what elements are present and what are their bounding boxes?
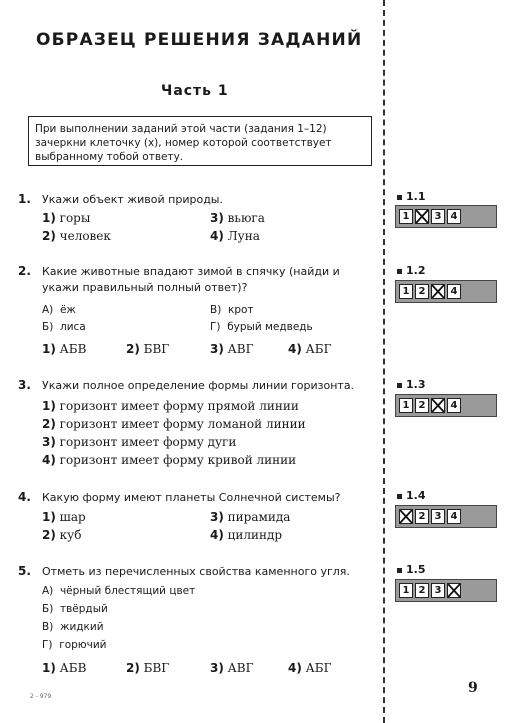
answer-cell[interactable]: 1	[399, 583, 413, 598]
answer-box	[395, 394, 497, 417]
answer-box-label: 1.4	[397, 489, 426, 502]
sub-option: Б) твёрдый	[42, 603, 108, 615]
answer-cell[interactable]	[415, 209, 429, 224]
answer-option[interactable]: 1) шар	[42, 510, 86, 524]
sub-option: В) жидкий	[42, 621, 104, 633]
answer-option[interactable]: 3) АВГ	[210, 342, 254, 356]
answer-option[interactable]: 1) АБВ	[42, 661, 87, 675]
answer-option[interactable]: 2) БВГ	[126, 342, 170, 356]
question-number: 3.	[18, 378, 31, 392]
sub-option: А) ёж	[42, 304, 76, 316]
answer-cell[interactable]	[399, 509, 413, 524]
cut-line-divider	[383, 0, 385, 723]
question-text: укажи правильный полный ответ)?	[42, 281, 248, 294]
answer-option[interactable]: 4) горизонт имеет форму кривой линии	[42, 453, 297, 467]
question-number: 2.	[18, 264, 31, 278]
instruction-line: При выполнении заданий этой части (задания 1–12)	[35, 123, 327, 135]
instruction-line: зачеркни клеточку (х), номер которой соответствует	[35, 137, 332, 149]
sub-option: А) чёрный блестящий цвет	[42, 585, 196, 597]
answer-box-label: 1.5	[397, 563, 426, 576]
answer-cell[interactable]	[431, 398, 445, 413]
answer-cell[interactable]: 4	[447, 509, 461, 524]
answer-box	[395, 280, 497, 303]
answer-cell[interactable]: 1	[399, 398, 413, 413]
question-number: 5.	[18, 564, 31, 578]
answer-box	[395, 579, 497, 602]
answer-option[interactable]: 2) куб	[42, 528, 82, 542]
sub-option: Г) горючий	[42, 639, 107, 651]
answer-cell[interactable]: 3	[431, 583, 445, 598]
answer-cell[interactable]: 3	[431, 509, 445, 524]
question-text: Укажи объект живой природы.	[42, 193, 223, 206]
answer-box-label: 1.3	[397, 378, 426, 391]
instruction-line: выбранному тобой ответу.	[35, 151, 184, 163]
answer-option[interactable]: 4) АБГ	[288, 342, 332, 356]
answer-option[interactable]: 1) горизонт имеет форму прямой линии	[42, 399, 299, 413]
answer-cell[interactable]: 4	[447, 398, 461, 413]
question-text: Отметь из перечисленных свойства каменного угля.	[42, 565, 350, 578]
answer-box	[395, 505, 497, 528]
sub-option: Б) лиса	[42, 321, 86, 333]
answer-option[interactable]: 1) горы	[42, 211, 91, 225]
answer-option[interactable]: 4) цилиндр	[210, 528, 283, 542]
answer-cell[interactable]: 2	[415, 583, 429, 598]
answer-option[interactable]: 1) АБВ	[42, 342, 87, 356]
page-title: ОБРАЗЕЦ РЕШЕНИЯ ЗАДАНИЙ	[36, 30, 363, 50]
answer-cell[interactable]: 3	[431, 209, 445, 224]
answer-option[interactable]: 4) АБГ	[288, 661, 332, 675]
answer-option[interactable]: 4) Луна	[210, 229, 260, 243]
answer-cell[interactable]: 2	[415, 398, 429, 413]
answer-option[interactable]: 2) человек	[42, 229, 111, 243]
cross-mark-icon	[414, 208, 430, 225]
answer-box-label: 1.1	[397, 190, 426, 203]
answer-cell[interactable]: 2	[415, 509, 429, 524]
answer-option[interactable]: 3) горизонт имеет форму дуги	[42, 435, 237, 449]
answer-cell[interactable]: 4	[447, 209, 461, 224]
cross-mark-icon	[446, 582, 462, 599]
question-text: Какую форму имеют планеты Солнечной системы?	[42, 491, 341, 504]
cross-mark-icon	[430, 397, 446, 414]
question-text: Укажи полное определение формы линии горизонта.	[42, 379, 355, 392]
question-number: 4.	[18, 490, 31, 504]
answer-option[interactable]: 3) АВГ	[210, 661, 254, 675]
answer-option[interactable]: 3) вьюга	[210, 211, 265, 225]
answer-box-label: 1.2	[397, 264, 426, 277]
answer-box	[395, 205, 497, 228]
answer-option[interactable]: 2) БВГ	[126, 661, 170, 675]
answer-cell[interactable]: 4	[447, 284, 461, 299]
instructions-box	[28, 116, 372, 166]
answer-cell[interactable]: 2	[415, 284, 429, 299]
answer-option[interactable]: 3) пирамида	[210, 510, 291, 524]
sub-option: Г) бурый медведь	[210, 321, 313, 333]
answer-cell[interactable]: 1	[399, 209, 413, 224]
footer-code: 2 - 979	[30, 693, 52, 700]
answer-cell[interactable]	[447, 583, 461, 598]
page-number: 9	[468, 680, 478, 696]
question-number: 1.	[18, 192, 31, 206]
sub-option: В) крот	[210, 304, 254, 316]
part-heading: Часть 1	[161, 83, 229, 99]
answer-option[interactable]: 2) горизонт имеет форму ломаной линии	[42, 417, 306, 431]
answer-cell[interactable]	[431, 284, 445, 299]
cross-mark-icon	[398, 508, 414, 525]
question-text: Какие животные впадают зимой в спячку (найди и	[42, 265, 340, 278]
answer-cell[interactable]: 1	[399, 284, 413, 299]
cross-mark-icon	[430, 283, 446, 300]
